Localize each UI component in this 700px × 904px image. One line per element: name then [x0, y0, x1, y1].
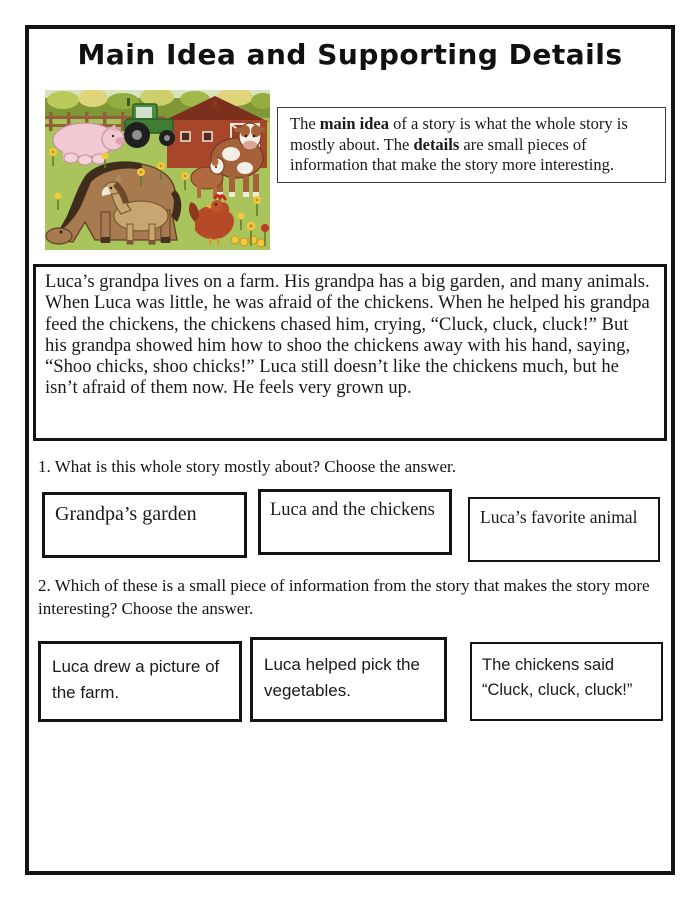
definition-bold-details: details — [413, 134, 460, 154]
definition-text-2: of a story is what the whole story is mostly about. The — [290, 114, 628, 154]
q1-option-luca-and-the-chickens[interactable]: Luca and the chickens — [258, 489, 452, 555]
q1-option-lucas-favorite-animal[interactable]: Luca’s favorite animal — [468, 497, 660, 562]
question-1-prompt: 1. What is this whole story mostly about? Choose the answer. — [38, 457, 457, 476]
q2-option-luca-drew-picture[interactable]: Luca drew a picture of the farm. — [38, 641, 242, 722]
q2-option-chickens-said-cluck[interactable]: The chickens said “Cluck, cluck, cluck!” — [470, 642, 663, 721]
definition-bold-main-idea: main idea — [319, 114, 389, 133]
story-box — [33, 264, 667, 441]
definition-text-3: are small pieces of information that make the story more interesting. — [290, 134, 614, 174]
question-2-prompt: 2. Which of these is a small piece of information from the story that makes the story more interesting? Choose the answer. — [38, 576, 650, 618]
q2-option-luca-picked-vegetables[interactable]: Luca helped pick the vegetables. — [250, 637, 447, 722]
definition-box — [277, 107, 666, 183]
farm-illustration — [45, 90, 270, 250]
page-title: Main Idea and Supporting Details — [77, 38, 623, 71]
q1-option-grandpas-garden[interactable]: Grandpa’s garden — [42, 492, 247, 558]
definition-text-1: The — [290, 114, 320, 133]
story-text: Luca’s grandpa lives on a farm. His grandpa has a big garden, and many animals. When Luca was little, he was afraid of the chickens. When he helped his grandpa feed the chickens, the chickens chased him, crying, “Cluck, cluck, cluck!” But his grandpa showed him how to shoo the chickens away with his hand, saying, “Shoo chicks, shoo chicks!” Luca still doesn’t like the chickens much, but he isn’t afraid of them now. He feels very grown up. — [45, 271, 650, 399]
